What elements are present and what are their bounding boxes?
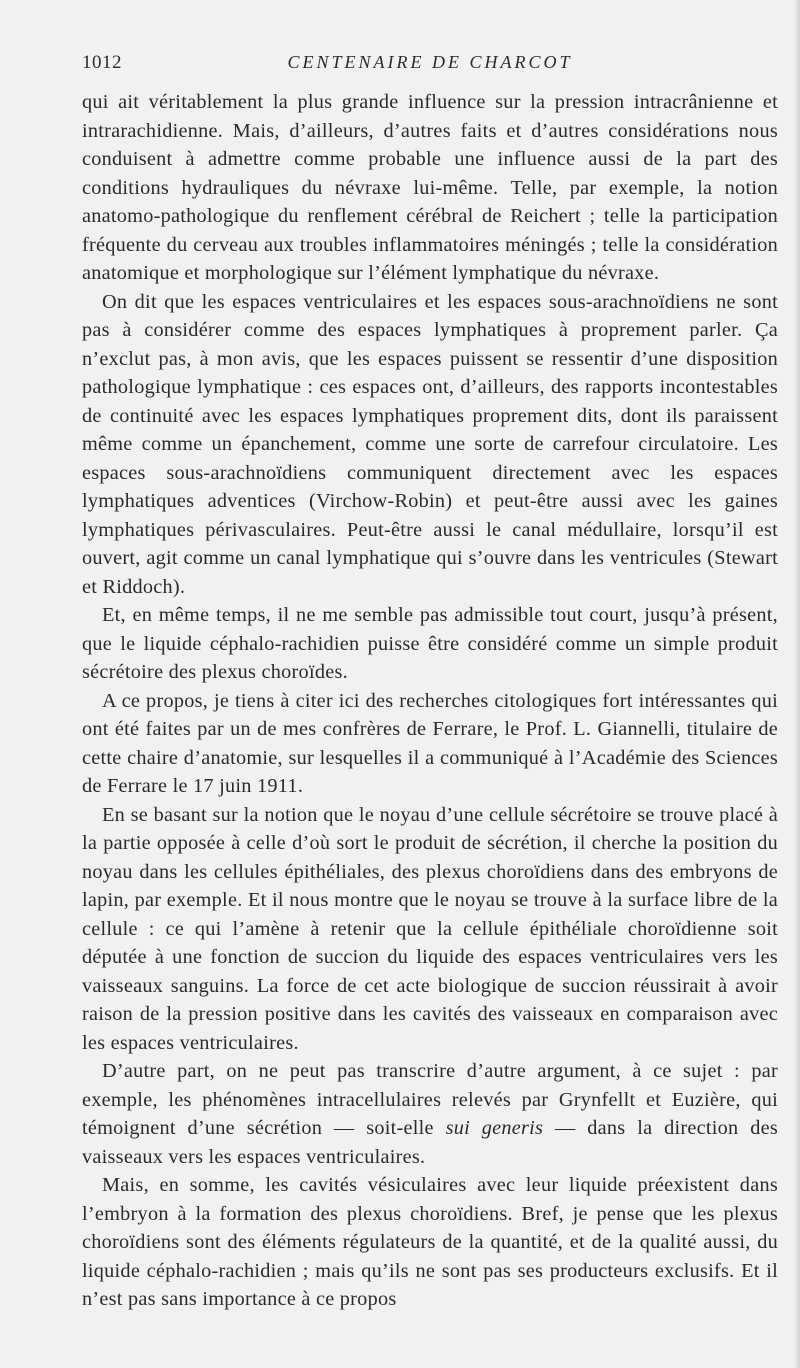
paragraph-6 bbox=[82, 1057, 778, 1171]
paragraph-7: Mais, en somme, les cavités vésiculaires avec leur liquide préexistent dans l’embryon à la formation des plexus choroïdiens. Bref, je pense que les plexus choroïdiens sont des éléments régulateurs de la quantité, et de la qualité aussi, du liquide céphalo-rachidien ; mais qu’ils ne sont pas ses producteurs exclusifs. Et il n’est pas sans importance à ce propos bbox=[82, 1174, 778, 1310]
paragraph-6-text-after: — dans la direction des vaisseaux vers les espaces ventriculaires. bbox=[82, 1117, 778, 1168]
page-number: 1012 bbox=[82, 52, 122, 73]
paragraph-6-text-before: D’autre part, on ne peut pas transcrire d’autre argument, à ce sujet : par exemple, les phénomènes intracellulaires relevés par Grynfellt et Euzière, qui témoignent d’une sécrétion — soit-elle bbox=[82, 1060, 778, 1139]
running-title: CENTENAIRE DE CHARCOT bbox=[287, 52, 573, 72]
paragraph-3: Et, en même temps, il ne me semble pas admissible tout court, jusqu’à présent, que le liquide céphalo-rachidien puisse être considéré comme un simple produit sécrétoire des plexus choroïdes. bbox=[82, 604, 778, 683]
paragraph-4: A ce propos, je tiens à citer ici des recherches citologiques fort intéressantes qui ont été faites par un de mes confrères de Ferrare, le Prof. L. Giannelli, titulaire de cette chaire d’anatomie, sur lesquelles il a communiqué à l’Académie des Sciences de Ferrare le 17 juin 1911. bbox=[82, 689, 778, 797]
paragraph-5: En se basant sur la notion que le noyau d’une cellule sécrétoire se trouve placé à la partie opposée à celle d’où sort le produit de sécrétion, il cherche la position du noyau dans les cellules épithéliales, des plexus choroïdiens dans des embryons de lapin, par exemple. Et il nous montre que le noyau se trouve à la surface libre de la cellule : ce qui l’amène à retenir que la cellule épithéliale choroïdienne soit députée à une fonction de succion du liquide des espaces ventriculaires vers les vaisseaux sanguins. La force de cet acte biologique de succion réussirait à avoir raison de la pression positive dans les cavités des vaisseaux en comparaison avec les espaces ventriculaires. bbox=[82, 803, 778, 1054]
body-text bbox=[82, 88, 778, 1314]
paragraph-1: qui ait véritablement la plus grande influence sur la pression intracrânienne et intrarachidienne. Mais, d’ailleurs, d’autres faits et d’autres considérations nous conduisent à admettre comme probable une influence aussi de la part des conditions hydrauliques du névraxe lui-même. Telle, par exemple, la notion anatomo-pathologique du renflement cérébral de Reichert ; telle la participation fréquente du cerveau aux troubles inflammatoires méningés ; telle la considération anatomique et morphologique sur l’élément lymphatique du névraxe. bbox=[82, 91, 778, 284]
italic-phrase: sui generis bbox=[445, 1117, 544, 1139]
page-edge-shadow bbox=[794, 0, 800, 1368]
page-header bbox=[82, 52, 778, 78]
paragraph-2: On dit que les espaces ventriculaires et les espaces sous-arachnoïdiens ne sont pas à considérer comme des espaces lymphatiques à proprement parler. Ça n’exclut pas, à mon avis, que les espaces puissent se ressentir d’une disposition pathologique lymphatique : ces espaces ont, d’ailleurs, des rapports incontestables de continuité avec les espaces lymphatiques proprement dits, dont ils paraissent même comme un épanchement, comme une sorte de carrefour circulatoire. Les espaces sous-arachnoïdiens communiquent directement avec les espaces lymphatiques adventices (Virchow-Robin) et peut-être aussi avec les gaines lymphatiques périvasculaires. Peut-être aussi le canal médullaire, lorsqu’il est ouvert, agit comme un canal lymphatique qui s’ouvre dans les ventricules (Stewart et Riddoch). bbox=[82, 290, 778, 598]
